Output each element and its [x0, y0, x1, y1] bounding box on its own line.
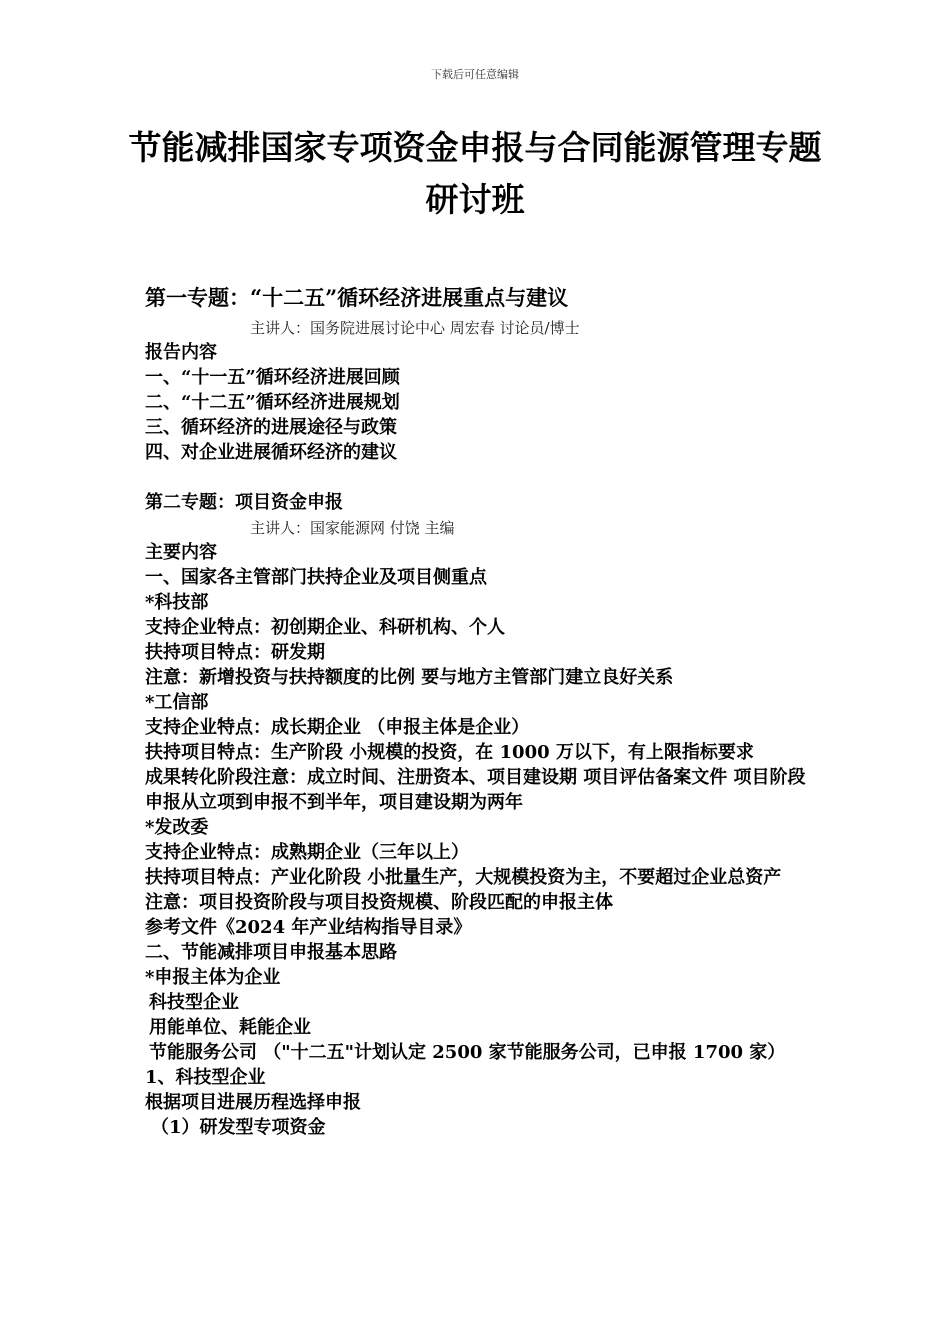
topic2-line: 支持企业特点：成熟期企业（三年以上）	[145, 842, 469, 863]
spacer	[145, 465, 815, 490]
topic2-line: 扶持项目特点：生产阶段 小规模的投资，在 1000 万以下，有上限指标要求	[145, 742, 754, 763]
topic2-line: 根据项目进展历程选择申报	[145, 1092, 361, 1113]
topic1-line: 报告内容	[145, 342, 217, 363]
topic2-line: 节能服务公司 （"十二五"计划认定 2500 家节能服务公司，已申报 1700 家）	[149, 1042, 786, 1063]
topic1-line: 三、循环经济的进展途径与政策	[145, 417, 397, 438]
topic2-line: 参考文件《2024 年产业结构指导目录》	[145, 917, 472, 938]
topic2-line: 1、科技型企业	[145, 1067, 266, 1088]
topic2-line: *科技部	[145, 592, 209, 613]
topic2-line: 一、国家各主管部门扶持企业及项目侧重点	[145, 567, 487, 588]
topic1-speaker: 主讲人：国务院进展讨论中心 周宏春 讨论员/博士	[250, 319, 580, 337]
header-note: 下载后可任意编辑	[431, 68, 519, 81]
topic2-line: *申报主体为企业	[145, 967, 281, 988]
topic2-title: 第二专题：项目资金申报	[145, 492, 343, 513]
topic1-line: 四、对企业进展循环经济的建议	[145, 442, 397, 463]
topic2-line: 扶持项目特点：产业化阶段 小批量生产，大规模投资为主，不要超过企业总资产	[145, 867, 782, 888]
topic2-line: 用能单位、耗能企业	[149, 1017, 311, 1038]
topic2-line: 扶持项目特点：研发期	[145, 642, 325, 663]
topic1-title: 第一专题：“十二五”循环经济进展重点与建议	[145, 285, 569, 310]
topic2-line: （1）研发型专项资金	[151, 1117, 326, 1138]
topic2-line: 支持企业特点：成长期企业 （申报主体是企业）	[145, 717, 530, 738]
topic2-line: 二、节能减排项目申报基本思路	[145, 942, 397, 963]
topic2-line: *发改委	[145, 817, 209, 838]
document-body	[145, 280, 815, 1140]
topic2-line: 注意：新增投资与扶持额度的比例 要与地方主管部门建立良好关系	[145, 667, 674, 688]
topic2-speaker: 主讲人：国家能源网 付饶 主编	[250, 519, 455, 537]
topic1-line: 一、“十一五”循环经济进展回顾	[145, 367, 400, 388]
topic2-line: 注意：项目投资阶段与项目投资规模、阶段匹配的申报主体	[145, 892, 613, 913]
page-title: 节能减排国家专项资金申报与合同能源管理专题研讨班	[128, 128, 822, 219]
topic2-line: 成果转化阶段注意：成立时间、注册资本、项目建设期 项目评估备案文件 项目阶段申报从立项到申报不到半年，项目建设期为两年	[145, 767, 806, 813]
topic1-line: 二、“十二五”循环经济进展规划	[145, 392, 400, 413]
topic2-line: 支持企业特点：初创期企业、科研机构、个人	[145, 617, 505, 638]
topic2-line: *工信部	[145, 692, 209, 713]
topic2-line: 科技型企业	[149, 992, 239, 1013]
topic2-line: 主要内容	[145, 542, 217, 563]
